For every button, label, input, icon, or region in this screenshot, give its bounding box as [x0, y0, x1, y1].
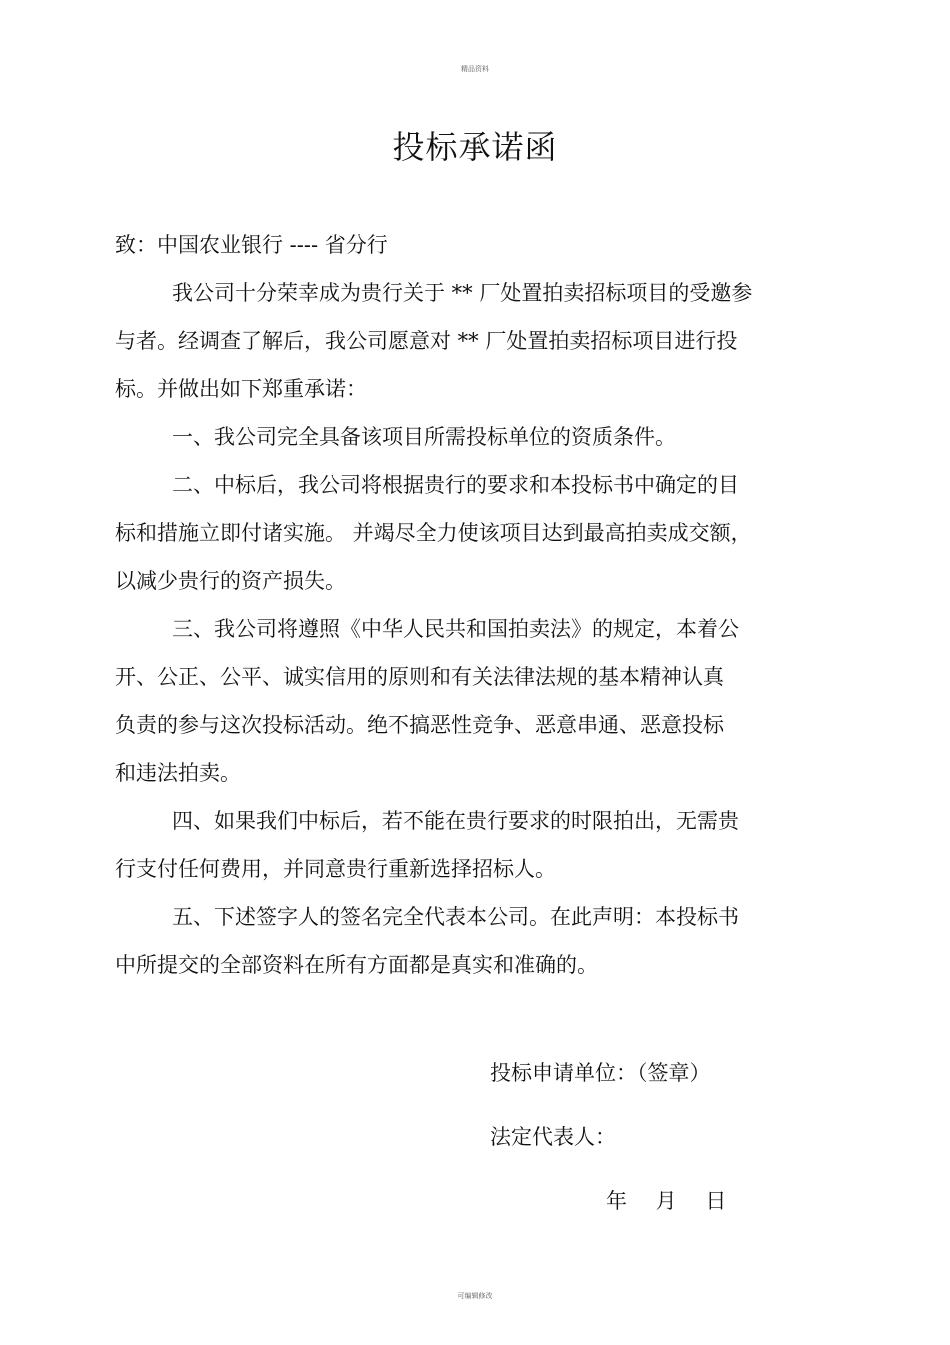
intro-line-2: 与者。经调查了解后，我公司愿意对 ** 厂处置拍卖招标项目进行投: [115, 329, 738, 353]
item2-line-3: 以减少贵行的资产损失。: [115, 569, 346, 593]
intro-line-3: 标。并做出如下郑重承诺：: [115, 377, 367, 401]
item4-line-2: 行支付任何费用，并同意贵行重新选择招标人。: [115, 857, 556, 881]
footer-note: 可编辑修改: [457, 1292, 493, 1300]
item4-line-1: 四、如果我们中标后，若不能在贵行要求的时限拍出，无需贵: [172, 809, 739, 833]
item3-line-1: 三、我公司将遵照《中华人民共和国拍卖法》的规定，本着公: [172, 617, 739, 641]
signature-date: 年 月 日: [606, 1189, 727, 1213]
item3-line-3: 负责的参与这次投标活动。绝不搞恶性竞争、恶意串通、恶意投标: [115, 713, 724, 737]
intro-line-1: 我公司十分荣幸成为贵行关于 ** 厂处置拍卖招标项目的受邀参: [172, 281, 753, 305]
signature-rep: 法定代表人：: [490, 1125, 616, 1149]
salutation: 致：中国农业银行 ---- 省分行: [115, 233, 388, 257]
document-title: 投标承诺函: [392, 128, 558, 166]
signature-unit: 投标申请单位：（签章）: [490, 1061, 711, 1085]
item3-line-2: 开、公正、公平、诚实信用的原则和有关法律法规的基本精神认真: [115, 665, 724, 689]
item5-line-2: 中所提交的全部资料在所有方面都是真实和准确的。: [115, 953, 598, 977]
item2-line-2: 标和措施立即付诸实施。 并竭尽全力使该项目达到最高拍卖成交额，: [115, 521, 752, 545]
item2-line-1: 二、中标后，我公司将根据贵行的要求和本投标书中确定的目: [172, 473, 739, 497]
item5-line-1: 五、下述签字人的签名完全代表本公司。在此声明：本投标书: [172, 905, 739, 929]
item1-line-1: 一、我公司完全具备该项目所需投标单位的资质条件。: [172, 425, 676, 449]
header-note: 精品资料: [461, 65, 489, 73]
item3-line-4: 和违法拍卖。: [115, 761, 241, 785]
